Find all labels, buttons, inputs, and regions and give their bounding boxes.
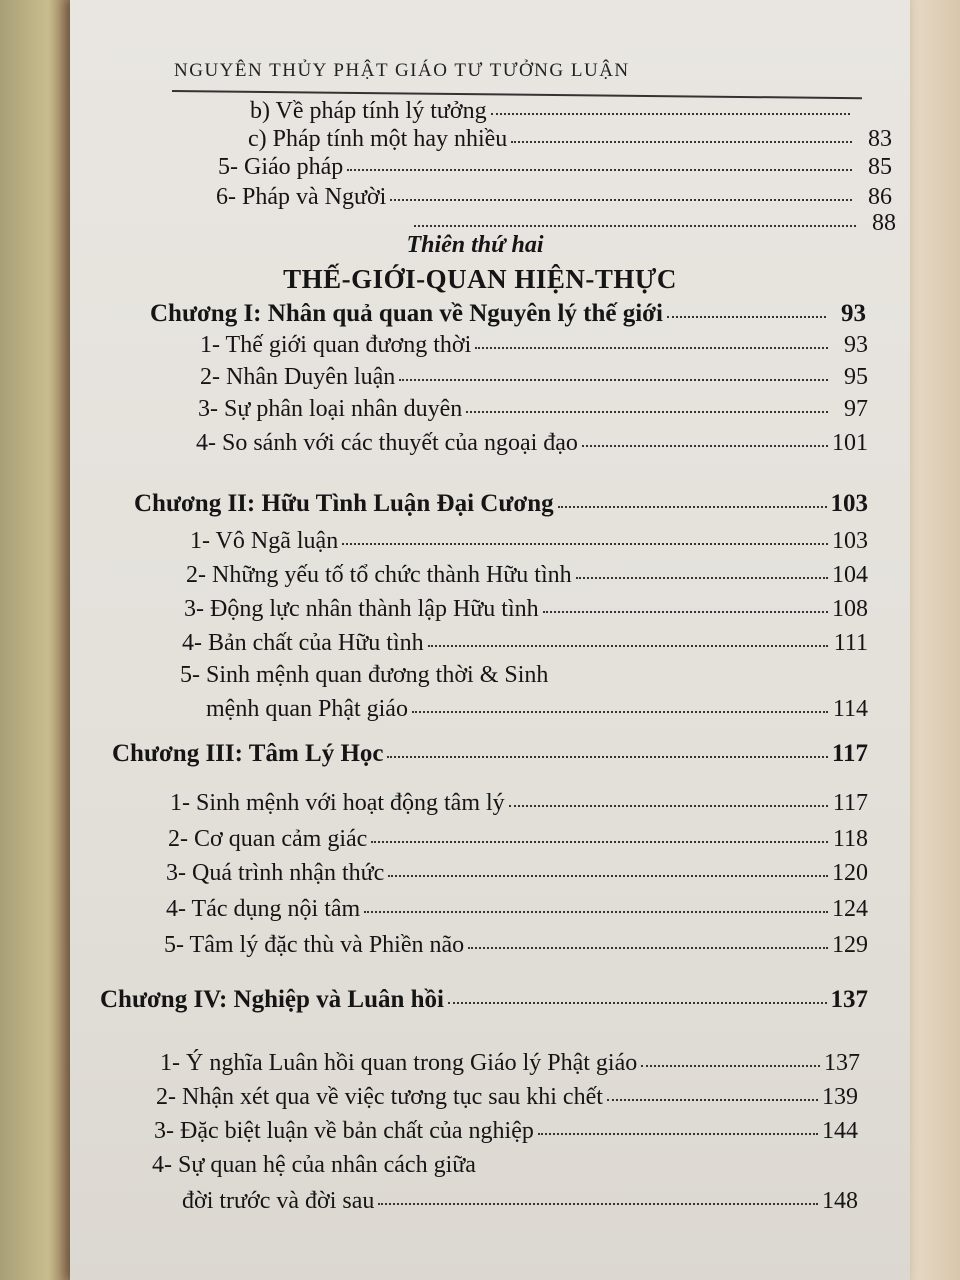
running-header: NGUYÊN THỦY PHẬT GIÁO TƯ TƯỞNG LUẬN — [174, 60, 630, 81]
leader-dots — [641, 1065, 820, 1067]
toc-page-number: 114 — [832, 696, 868, 722]
toc-page-number: 93 — [844, 332, 868, 358]
toc-entry — [200, 364, 868, 391]
toc-entry — [184, 596, 868, 623]
chapter-heading — [100, 986, 868, 1014]
toc-entry-text: 2- Nhân Duyên luận — [200, 364, 396, 390]
toc-page-number: 137 — [824, 1050, 860, 1076]
toc-page-number: 144 — [822, 1118, 858, 1144]
leader-dots — [387, 756, 827, 758]
book-page — [70, 0, 910, 1280]
toc-page-number: 117 — [832, 790, 868, 816]
toc-page-number: 103 — [832, 528, 868, 554]
toc-page-number: 124 — [832, 896, 868, 922]
leader-dots — [378, 1203, 818, 1205]
toc-page-number: 97 — [844, 396, 868, 422]
toc-page-number: 103 — [830, 490, 868, 517]
toc-entry-text: 5- Giáo pháp — [218, 154, 344, 180]
toc-page-number: 88 — [872, 210, 896, 236]
toc-entry — [196, 430, 868, 457]
toc-entry — [182, 630, 868, 657]
table-of-contents — [70, 0, 910, 1280]
leader-dots — [388, 875, 828, 877]
chapter-title: Chương I: Nhân quả quan về Nguyên lý thế giới — [150, 300, 663, 327]
toc-entry-text: mệnh quan Phật giáo — [206, 696, 408, 722]
toc-entry — [156, 1084, 858, 1111]
leader-dots — [412, 711, 828, 713]
toc-entry-text: 1- Thế giới quan đương thời — [200, 332, 472, 358]
toc-entry-text: 5- Tâm lý đặc thù và Phiền não — [164, 932, 465, 958]
leader-dots — [466, 411, 828, 413]
leader-dots — [667, 316, 826, 318]
toc-entry — [168, 826, 868, 853]
toc-page-number: 120 — [832, 860, 868, 886]
toc-entry-text: 1- Sinh mệnh với hoạt động tâm lý — [170, 790, 505, 816]
part-subtitle: Thiên thứ hai — [406, 232, 544, 258]
chapter-heading — [134, 490, 868, 518]
toc-page-number: 104 — [832, 562, 868, 588]
toc-page-number: 118 — [832, 826, 868, 852]
leader-dots — [428, 645, 828, 647]
toc-entry-text: 4- Bản chất của Hữu tình — [182, 630, 424, 656]
toc-entry — [170, 790, 868, 817]
part-title: THẾ-GIỚI-QUAN HIỆN-THỰC — [283, 264, 677, 294]
leader-dots — [347, 169, 852, 171]
toc-page-number: 137 — [830, 986, 868, 1013]
chapter-title: Chương III: Tâm Lý Học — [112, 740, 384, 767]
toc-entry — [186, 562, 868, 589]
toc-entry-text: 4- Sự quan hệ của nhân cách giữa — [152, 1152, 476, 1178]
leader-dots — [414, 225, 856, 227]
chapter-heading — [150, 300, 866, 328]
toc-entry — [218, 154, 892, 181]
toc-entry — [166, 860, 868, 887]
toc-page-number: 139 — [822, 1084, 858, 1110]
leader-dots — [342, 543, 828, 545]
leader-dots — [543, 611, 828, 613]
toc-page-number: 95 — [844, 364, 868, 390]
leader-dots — [538, 1133, 818, 1135]
toc-page-number: 86 — [868, 184, 892, 210]
toc-entry — [216, 184, 892, 211]
leader-dots — [399, 379, 828, 381]
chapter-title: Chương IV: Nghiệp và Luân hồi — [100, 986, 445, 1013]
toc-entry — [160, 1050, 860, 1077]
toc-page-number: 83 — [868, 126, 892, 152]
toc-entry — [250, 98, 890, 125]
toc-entry — [206, 696, 868, 723]
toc-entry-text: 3- Quá trình nhận thức — [166, 860, 385, 886]
toc-entry-text: 6- Pháp và Người — [216, 184, 387, 210]
toc-entry — [190, 528, 868, 555]
chapter-title: Chương II: Hữu Tình Luận Đại Cương — [134, 490, 554, 517]
toc-entry-text: đời trước và đời sau — [182, 1188, 375, 1214]
toc-entry-text: 4- Tác dụng nội tâm — [166, 896, 361, 922]
leader-dots — [371, 841, 828, 843]
leader-dots — [468, 947, 828, 949]
toc-page-number: 129 — [832, 932, 868, 958]
toc-page-number: 117 — [831, 740, 868, 767]
toc-entry-text: 2- Cơ quan cảm giác — [168, 826, 368, 852]
toc-page-number: 111 — [833, 630, 868, 656]
toc-page-number: 101 — [832, 430, 868, 456]
toc-page-number: 108 — [832, 596, 868, 622]
toc-entry-text: c) Pháp tính một hay nhiều — [248, 126, 508, 152]
leader-dots — [390, 199, 852, 201]
toc-entry-text: 1- Vô Ngã luận — [190, 528, 339, 554]
toc-entry-text: 3- Đặc biệt luận về bản chất của nghiệp — [154, 1118, 534, 1144]
leader-dots — [509, 805, 828, 807]
toc-entry — [154, 1118, 858, 1145]
toc-entry — [248, 126, 892, 153]
toc-entry — [198, 396, 868, 423]
toc-entry — [166, 896, 868, 923]
toc-page-number: 93 — [841, 300, 866, 327]
leader-dots — [475, 347, 828, 349]
toc-entry-text: 3- Sự phân loại nhân duyên — [198, 396, 463, 422]
toc-entry-text: 2- Nhận xét qua về việc tương tục sau khi chết — [156, 1084, 603, 1110]
toc-entry-text: 2- Những yếu tố tổ chức thành Hữu tình — [186, 562, 572, 588]
chapter-heading — [112, 740, 868, 768]
leader-dots — [491, 113, 850, 115]
toc-entry — [200, 332, 868, 359]
leader-dots — [582, 445, 828, 447]
toc-entry-text: 3- Động lực nhân thành lập Hữu tình — [184, 596, 539, 622]
toc-entry-text: 1- Ý nghĩa Luân hồi quan trong Giáo lý Phật giáo — [160, 1050, 638, 1076]
leader-dots — [558, 506, 827, 508]
toc-page-number: 148 — [822, 1188, 858, 1214]
toc-entry-text: 4- So sánh với các thuyết của ngoại đạo — [196, 430, 578, 456]
leader-dots — [448, 1002, 826, 1004]
toc-entry-text: b) Về pháp tính lý tưởng — [250, 98, 487, 124]
toc-entry — [182, 1188, 858, 1215]
leader-dots — [364, 911, 828, 913]
toc-entry — [164, 932, 868, 959]
leader-dots — [607, 1099, 818, 1101]
leader-dots — [511, 141, 852, 143]
toc-entry-text: 5- Sinh mệnh quan đương thời & Sinh — [180, 662, 549, 688]
leader-dots — [576, 577, 828, 579]
toc-page-number: 85 — [868, 154, 892, 180]
